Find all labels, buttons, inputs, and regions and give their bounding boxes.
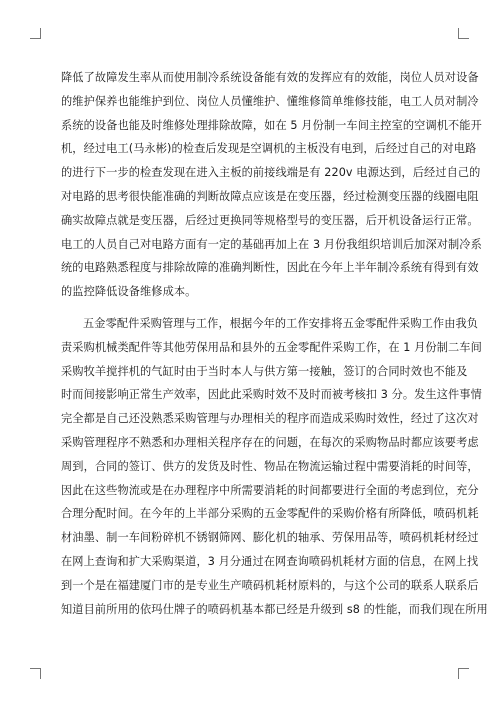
text-line: 电工的人员自己对电路方面有一定的基础再加上在 3 月份我组织培训后加深对制冷系: [61, 237, 482, 251]
text-line: 的监控降低设备维修成本。: [61, 285, 197, 299]
text-line: 周到，合同的签订、供方的发货及时性、物品在物流运输过程中需要消耗的时间等，: [61, 459, 479, 473]
text-line: 的维护保养也能维护到位、岗位人员懂维护、懂维修简单维修技能，电工人员对制冷: [61, 94, 479, 108]
text-line: 合理分配时间。在今年的上半部分采购的五金零配件的采购价格有所降低，喷码机耗: [61, 507, 479, 521]
text-line: 系统的设备也能及时维修处理排除故障，如在 5 月份制一车间主控室的空调机不能开: [61, 118, 482, 132]
crop-mark-bottom-left: [30, 668, 41, 679]
text-line: 知道目前所用的依玛仕牌子的喷码机基本都已经是升级到 s8 的性能，而我们现在所用: [61, 602, 488, 616]
text-line: 确实故障点就是变压器，后经过更换同等规格型号的变压器，后开机设备运行正常。: [61, 213, 479, 227]
text-line: 机，经过电工(马永彬)的检查后发现是空调机的主板没有电到，后经过自己的对电路: [61, 142, 477, 156]
text-line: 时而间接影响正常生产效率，因此此采购时效不及时而被考核扣 3 分。发生这件事情: [61, 388, 482, 402]
crop-mark-top-left: [30, 28, 41, 39]
text-line: 因此在这些物流或是在办理程序中所需要消耗的时间都要进行全面的考虑到位，充分: [61, 483, 479, 497]
text-line: 到一个是在福建厦门市的是专业生产喷码机耗材原料的，与这个公司的联系人联系后: [61, 578, 479, 592]
text-line-indented: 五金零配件采购管理与工作，根据今年的工作安排将五金零配件采购工作由我负: [83, 316, 479, 330]
paragraph-refrigeration: [61, 66, 482, 304]
text-line: 在网上查询和扩大采购渠道，3 月分通过在网查询喷码机耗材方面的信息，在网上找: [61, 554, 479, 568]
text-line: 统的电路熟悉程度与排除故障的准确判断性，因此在今年上半年制冷系统有得到有效: [61, 261, 479, 275]
paragraph-procurement: [61, 312, 488, 621]
document-body: [61, 66, 488, 621]
text-line: 材油墨、制一车间粉碎机不锈钢筛网、膨化机的轴承、劳保用品等，喷码机耗材经过: [61, 531, 479, 545]
crop-mark-bottom-right: [458, 668, 469, 679]
text-line: 降低了故障发生率从而使用制冷系统设备能有效的发挥应有的效能，岗位人员对设备: [61, 71, 479, 84]
text-line: 完全都是自己还没熟悉采购管理与办理相关的程序而造成采购时效性，经过了这次对: [61, 412, 479, 426]
text-line: 的进行下一步的检查发现在进入主板的前接线端是有 220v 电源达到，后经过自己的: [61, 166, 481, 180]
text-line: 责采购机械类配件等其他劳保用品和县外的五金零配件采购工作，在 1 月份制二车间: [61, 340, 482, 354]
text-line: 采购管理程序不熟悉和办理相关程序存在的问题，在每次的采购物品时都应该要考虑: [61, 435, 479, 449]
text-line: 采购牧羊搅拌机的气缸时由于当时本人与供方第一接触，签订的合同时效也不能及: [61, 364, 468, 378]
paragraph-spacer: [61, 304, 441, 312]
text-line: 对电路的思考很快能准确的判断故障点应该是在变压器，经过检测变压器的线圈电阻: [61, 189, 479, 203]
crop-mark-top-right: [458, 28, 469, 39]
